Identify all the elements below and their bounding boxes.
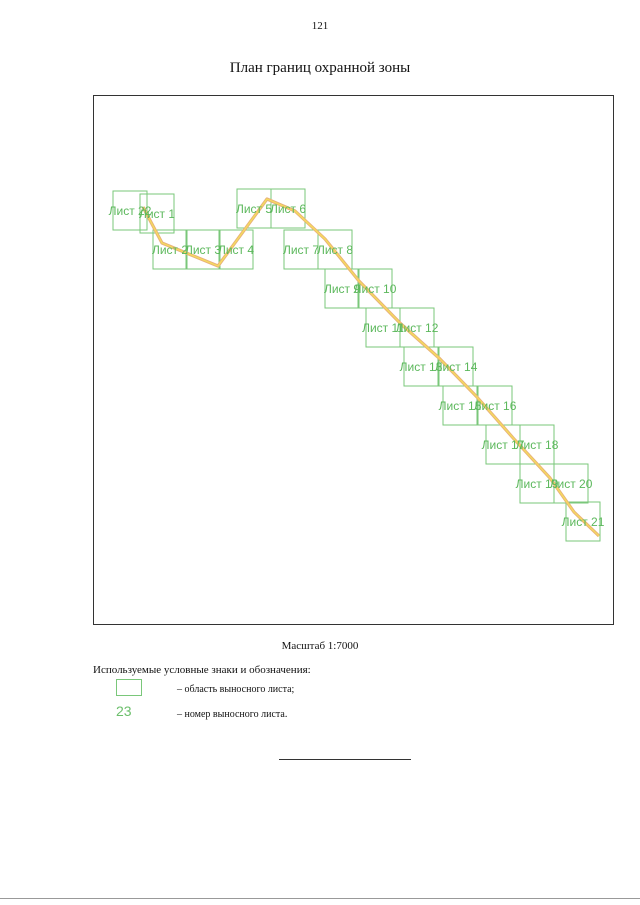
sheet-label: Лист 15 [438,399,482,413]
sheet-label: Лист 2 [151,243,189,257]
legend-sheet-area-swatch [116,679,142,696]
sheet-label: Лист 3 [184,243,222,257]
map-canvas [94,96,615,626]
sheet-label: Лист 12 [395,321,439,335]
sheet-label: Лист 20 [549,477,593,491]
sheet-labels [109,202,605,529]
bottom-rule [0,898,640,899]
sheet-label: Лист 19 [515,477,559,491]
sheet-label: Лист 21 [561,515,605,529]
sheet-label: Лист 1 [138,207,176,221]
page-number: 121 [311,20,329,32]
sheet-label: Лист 5 [235,202,273,216]
map-frame [93,95,614,625]
sheet-label: Лист 11 [362,321,404,335]
sheet-label: Лист 6 [269,202,307,216]
sheet-label: Лист 7 [282,243,320,257]
legend-title: Используемые условные знаки и обозначения: [93,664,311,676]
legend-sheet-number-sample: 23 [116,703,132,719]
sheet-label: Лист 8 [316,243,354,257]
sheet-label: Лист 14 [434,360,478,374]
legend-sheet-number-label: – номер выносного листа. [177,709,288,720]
sheet-label: Лист 22 [108,204,152,218]
legend-sheet-area-label: – область выносного листа; [177,684,295,695]
sheet-label: Лист 4 [217,243,255,257]
scale-label: Масштаб 1:7000 [281,640,359,652]
sheet-label: Лист 9 [323,282,361,296]
sheet-label: Лист 13 [399,360,443,374]
sheet-label: Лист 17 [481,438,525,452]
sheet-label: Лист 10 [353,282,397,296]
sheet-label: Лист 18 [515,438,559,452]
signature-line [279,759,411,760]
sheet-label: Лист 16 [473,399,517,413]
page-title: План границ охранной зоны [229,60,411,76]
